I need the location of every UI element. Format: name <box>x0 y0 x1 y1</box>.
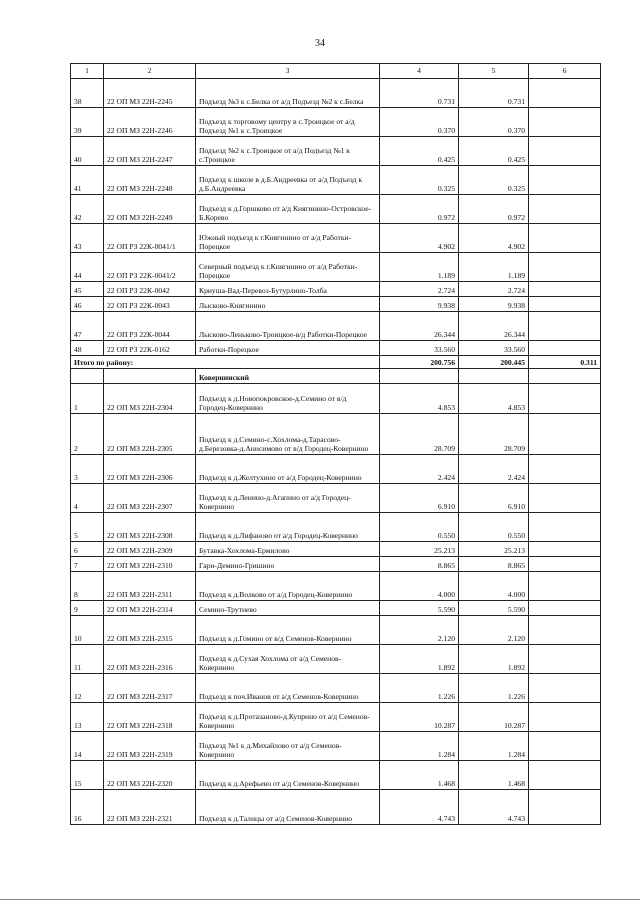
row-number-cell: 40 <box>71 137 104 166</box>
road-name-cell: Подъезд к д.Протазаново-д.Куприно от а/д Семенов-Ковернино <box>196 703 380 732</box>
length-total-cell: 2.424 <box>380 455 459 484</box>
row-number-cell: 46 <box>71 297 104 312</box>
length-col5-cell: 0.325 <box>459 166 529 195</box>
empty-cell <box>380 369 459 384</box>
length-col6-cell <box>529 108 601 137</box>
empty-cell <box>71 369 104 384</box>
length-total-cell: 28.709 <box>380 414 459 455</box>
total-value-cell: 200.445 <box>459 356 529 369</box>
row-number-cell: 2 <box>71 414 104 455</box>
length-col6-cell <box>529 341 601 356</box>
length-total-cell: 6.910 <box>380 484 459 513</box>
road-name-cell: Подъезд к д.Арефьево от а/д Семенов-Ковернино <box>196 761 380 790</box>
page-bottom-rule <box>0 899 640 900</box>
road-name-cell: Подъезд №1 к д.Михайлово от а/д Семенов-Ковернино <box>196 732 380 761</box>
length-col5-cell: 4.000 <box>459 572 529 601</box>
road-code-cell: 22 ОП РЗ 22К-0042 <box>104 282 196 297</box>
length-col5-cell: 1.892 <box>459 645 529 674</box>
road-name-cell: Бутавка-Хохлома-Ермилово <box>196 542 380 557</box>
column-header: 2 <box>104 64 196 79</box>
table-row <box>71 703 601 732</box>
road-name-cell: Подъезд к д.Волково от а/д Городец-Ковернино <box>196 572 380 601</box>
row-number-cell: 11 <box>71 645 104 674</box>
table-row <box>71 761 601 790</box>
column-header: 3 <box>196 64 380 79</box>
road-name-cell: Подъезд к д.Новопокровское-д.Семино от в/д Городец-Ковернино <box>196 384 380 414</box>
length-total-cell: 9.938 <box>380 297 459 312</box>
road-name-cell: Криуша-Вад-Перевоз-Бутурлино-Толба <box>196 282 380 297</box>
table-row <box>71 108 601 137</box>
length-col5-cell: 1.284 <box>459 732 529 761</box>
length-col5-cell: 8.865 <box>459 557 529 572</box>
road-name-cell: Подъезд к д.Желтухино от а/д Городец-Ковернино <box>196 455 380 484</box>
length-col5-cell: 4.902 <box>459 224 529 253</box>
length-total-cell: 1.284 <box>380 732 459 761</box>
road-code-cell: 22 ОП МЗ 22Н-2248 <box>104 166 196 195</box>
road-code-cell: 22 ОП МЗ 22Н-2317 <box>104 674 196 703</box>
road-code-cell: 22 ОП МЗ 22Н-2305 <box>104 414 196 455</box>
length-col5-cell: 0.370 <box>459 108 529 137</box>
table-row <box>71 195 601 224</box>
row-number-cell: 12 <box>71 674 104 703</box>
length-col5-cell: 1.468 <box>459 761 529 790</box>
road-name-cell: Подъезд №2 к с.Троицкое от а/д Подъезд №1 к с.Троицкое <box>196 137 380 166</box>
length-col5-cell: 5.590 <box>459 601 529 616</box>
road-code-cell: 22 ОП МЗ 22Н-2306 <box>104 455 196 484</box>
road-code-cell: 22 ОП МЗ 22Н-2246 <box>104 108 196 137</box>
road-name-cell: Подъезд к д.Лифаново от а/д Городец-Ковернино <box>196 513 380 542</box>
road-name-cell: Лысково-Леньково-Троицкое-в/д Работки-Порецкое <box>196 312 380 341</box>
road-code-cell: 22 ОП МЗ 22Н-2319 <box>104 732 196 761</box>
row-number-cell: 42 <box>71 195 104 224</box>
length-total-cell: 0.972 <box>380 195 459 224</box>
road-code-cell: 22 ОП МЗ 22Н-2316 <box>104 645 196 674</box>
length-col6-cell <box>529 384 601 414</box>
table-header-row <box>71 64 601 79</box>
table-row <box>71 341 601 356</box>
length-total-cell: 1.189 <box>380 253 459 282</box>
length-total-cell: 0.425 <box>380 137 459 166</box>
road-name-cell: Подъезд к д.Ленино-д.Агапино от а/д Городец-Ковернино <box>196 484 380 513</box>
column-header: 1 <box>71 64 104 79</box>
row-number-cell: 45 <box>71 282 104 297</box>
length-col5-cell: 0.550 <box>459 513 529 542</box>
road-code-cell: 22 ОП МЗ 22Н-2318 <box>104 703 196 732</box>
table-row <box>71 79 601 108</box>
length-col5-cell: 33.560 <box>459 341 529 356</box>
length-total-cell: 4.000 <box>380 572 459 601</box>
road-code-cell: 22 ОП МЗ 22Н-2307 <box>104 484 196 513</box>
length-total-cell: 26.344 <box>380 312 459 341</box>
length-col6-cell <box>529 253 601 282</box>
row-number-cell: 3 <box>71 455 104 484</box>
length-total-cell: 25.213 <box>380 542 459 557</box>
length-col6-cell <box>529 732 601 761</box>
row-number-cell: 38 <box>71 79 104 108</box>
table-row <box>71 790 601 825</box>
roads-table <box>70 63 601 825</box>
road-name-cell: Подъезд к д.Талицы от а/д Семенов-Ковернино <box>196 790 380 825</box>
length-total-cell: 1.892 <box>380 645 459 674</box>
length-col5-cell: 26.344 <box>459 312 529 341</box>
table-row <box>71 484 601 513</box>
length-col6-cell <box>529 79 601 108</box>
road-name-cell: Южный подъезд к г.Княгинино от а/д Работки-Порецкое <box>196 224 380 253</box>
length-total-cell: 0.370 <box>380 108 459 137</box>
road-name-cell: Подъезд к д.Горшково от а/д Княгинино-Островское-Б.Корево <box>196 195 380 224</box>
table-row <box>71 414 601 455</box>
length-col5-cell: 4.743 <box>459 790 529 825</box>
road-code-cell: 22 ОП МЗ 22Н-2320 <box>104 761 196 790</box>
table-row <box>71 557 601 572</box>
table-row <box>71 455 601 484</box>
road-code-cell: 22 ОП МЗ 22Н-2249 <box>104 195 196 224</box>
page-number: 34 <box>315 38 325 49</box>
length-total-cell: 1.226 <box>380 674 459 703</box>
length-total-cell: 33.560 <box>380 341 459 356</box>
column-header: 6 <box>529 64 601 79</box>
length-col6-cell <box>529 484 601 513</box>
length-col5-cell: 1.226 <box>459 674 529 703</box>
length-col6-cell <box>529 542 601 557</box>
length-col6-cell <box>529 137 601 166</box>
road-code-cell: 22 ОП МЗ 22Н-2247 <box>104 137 196 166</box>
table-row <box>71 312 601 341</box>
length-total-cell: 1.468 <box>380 761 459 790</box>
length-col6-cell <box>529 703 601 732</box>
road-name-cell: Подъезд к д.Гомино от в/д Семенов-Ковернино <box>196 616 380 645</box>
length-col5-cell: 2.424 <box>459 455 529 484</box>
road-code-cell: 22 ОП МЗ 22Н-2310 <box>104 557 196 572</box>
road-code-cell: 22 ОП МЗ 22Н-2314 <box>104 601 196 616</box>
road-name-cell: Подъезд №3 к с.Белка от а/д Подъезд №2 к с.Белка <box>196 79 380 108</box>
row-number-cell: 1 <box>71 384 104 414</box>
total-row <box>71 356 601 369</box>
table-row <box>71 513 601 542</box>
row-number-cell: 47 <box>71 312 104 341</box>
column-header: 5 <box>459 64 529 79</box>
length-col6-cell <box>529 414 601 455</box>
length-col5-cell: 6.910 <box>459 484 529 513</box>
section-title: Ковернинский <box>196 369 380 384</box>
row-number-cell: 9 <box>71 601 104 616</box>
road-code-cell: 22 ОП МЗ 22Н-2304 <box>104 384 196 414</box>
table-row <box>71 674 601 703</box>
row-number-cell: 8 <box>71 572 104 601</box>
road-code-cell: 22 ОП МЗ 22Н-2315 <box>104 616 196 645</box>
table-row <box>71 384 601 414</box>
length-col5-cell: 2.724 <box>459 282 529 297</box>
length-col5-cell: 4.853 <box>459 384 529 414</box>
total-label: Итого по району: <box>71 356 380 369</box>
road-name-cell: Лысково-Княгинино <box>196 297 380 312</box>
length-col5-cell: 0.972 <box>459 195 529 224</box>
length-col5-cell: 9.938 <box>459 297 529 312</box>
road-code-cell: 22 ОП МЗ 22Н-2321 <box>104 790 196 825</box>
length-col5-cell: 2.120 <box>459 616 529 645</box>
row-number-cell: 15 <box>71 761 104 790</box>
length-col6-cell <box>529 166 601 195</box>
length-col6-cell <box>529 601 601 616</box>
table-row <box>71 542 601 557</box>
road-code-cell: 22 ОП МЗ 22Н-2309 <box>104 542 196 557</box>
road-name-cell: Подъезд к поч.Иванов от а/д Семенов-Ковернино <box>196 674 380 703</box>
table-row <box>71 282 601 297</box>
length-col5-cell: 25.213 <box>459 542 529 557</box>
road-code-cell: 22 ОП РЗ 22К-0162 <box>104 341 196 356</box>
section-header-row <box>71 369 601 384</box>
row-number-cell: 14 <box>71 732 104 761</box>
table-row <box>71 224 601 253</box>
row-number-cell: 5 <box>71 513 104 542</box>
table-row <box>71 601 601 616</box>
table-row <box>71 572 601 601</box>
length-col6-cell <box>529 557 601 572</box>
length-total-cell: 0.325 <box>380 166 459 195</box>
length-col6-cell <box>529 312 601 341</box>
length-total-cell: 0.731 <box>380 79 459 108</box>
road-name-cell: Подъезд к школе в д.Б.Андреевка от а/д Подъезд к д.Б.Андреевка <box>196 166 380 195</box>
table-row <box>71 732 601 761</box>
length-col6-cell <box>529 297 601 312</box>
length-col5-cell: 10.287 <box>459 703 529 732</box>
length-total-cell: 5.590 <box>380 601 459 616</box>
road-code-cell: 22 ОП МЗ 22Н-2245 <box>104 79 196 108</box>
row-number-cell: 41 <box>71 166 104 195</box>
length-col5-cell: 1.189 <box>459 253 529 282</box>
row-number-cell: 44 <box>71 253 104 282</box>
length-col6-cell <box>529 455 601 484</box>
length-col6-cell <box>529 572 601 601</box>
road-name-cell: Семино-Трутнево <box>196 601 380 616</box>
length-total-cell: 2.724 <box>380 282 459 297</box>
row-number-cell: 7 <box>71 557 104 572</box>
row-number-cell: 43 <box>71 224 104 253</box>
length-total-cell: 4.743 <box>380 790 459 825</box>
length-col6-cell <box>529 282 601 297</box>
road-code-cell: 22 ОП РЗ 22К-0044 <box>104 312 196 341</box>
row-number-cell: 6 <box>71 542 104 557</box>
length-total-cell: 8.865 <box>380 557 459 572</box>
length-col6-cell <box>529 790 601 825</box>
length-col5-cell: 28.709 <box>459 414 529 455</box>
empty-cell <box>104 369 196 384</box>
road-code-cell: 22 ОП РЗ 22К-0041/1 <box>104 224 196 253</box>
length-total-cell: 4.902 <box>380 224 459 253</box>
road-name-cell: Подъезд к торговому центру в с.Троицкое от а/д Подъезд №1 к с.Троицкое <box>196 108 380 137</box>
empty-cell <box>529 369 601 384</box>
length-total-cell: 0.550 <box>380 513 459 542</box>
length-total-cell: 2.120 <box>380 616 459 645</box>
length-total-cell: 4.853 <box>380 384 459 414</box>
table-row <box>71 166 601 195</box>
road-name-cell: Работки-Порецкое <box>196 341 380 356</box>
length-col6-cell <box>529 674 601 703</box>
road-name-cell: Гари-Демино-Гришино <box>196 557 380 572</box>
length-col6-cell <box>529 616 601 645</box>
road-code-cell: 22 ОП МЗ 22Н-2311 <box>104 572 196 601</box>
column-header: 4 <box>380 64 459 79</box>
table-row <box>71 645 601 674</box>
table-row <box>71 616 601 645</box>
total-value-cell: 200.756 <box>380 356 459 369</box>
row-number-cell: 16 <box>71 790 104 825</box>
row-number-cell: 48 <box>71 341 104 356</box>
length-col5-cell: 0.425 <box>459 137 529 166</box>
length-col5-cell: 0.731 <box>459 79 529 108</box>
table-row <box>71 253 601 282</box>
road-code-cell: 22 ОП МЗ 22Н-2308 <box>104 513 196 542</box>
road-name-cell: Подъезд к д.Сухая Хохлома от а/д Семенов-Ковернино <box>196 645 380 674</box>
row-number-cell: 39 <box>71 108 104 137</box>
road-code-cell: 22 ОП РЗ 22К-0041/2 <box>104 253 196 282</box>
total-value-cell: 0.311 <box>529 356 601 369</box>
road-name-cell: Подъезд к д.Семино-с.Хохлома-д.Тарасово-д.Березовка-д.Анисимово от в/д Городец-Ковернино <box>196 414 380 455</box>
empty-cell <box>459 369 529 384</box>
length-col6-cell <box>529 761 601 790</box>
length-col6-cell <box>529 224 601 253</box>
road-code-cell: 22 ОП РЗ 22К-0043 <box>104 297 196 312</box>
length-total-cell: 10.287 <box>380 703 459 732</box>
road-name-cell: Северный подъезд к г.Княгинино от а/д Работки-Порецкое <box>196 253 380 282</box>
row-number-cell: 13 <box>71 703 104 732</box>
table-row <box>71 137 601 166</box>
table-row <box>71 297 601 312</box>
length-col6-cell <box>529 513 601 542</box>
length-col6-cell <box>529 195 601 224</box>
row-number-cell: 10 <box>71 616 104 645</box>
row-number-cell: 4 <box>71 484 104 513</box>
length-col6-cell <box>529 645 601 674</box>
